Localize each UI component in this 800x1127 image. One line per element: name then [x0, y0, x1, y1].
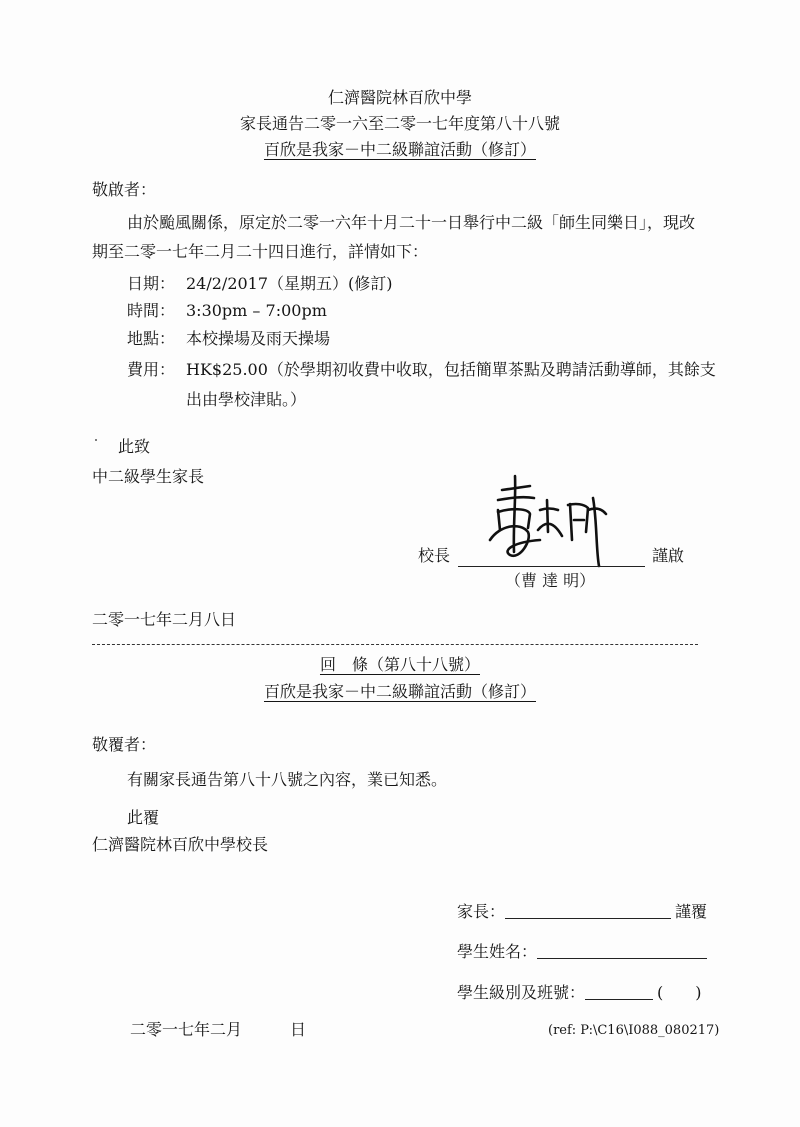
- tear-off-dashed-line: [92, 644, 698, 645]
- field-label: 家長：: [457, 902, 506, 921]
- letter-date: 二零一七年二月八日: [92, 610, 237, 629]
- letter-signoff: 謹啟: [652, 546, 685, 565]
- school-name: 仁濟醫院林百欣中學: [327, 88, 472, 107]
- detail-value: HK$25.00（於學期初收費中收取，包括簡單茶點及聘請活動導師，其餘支: [186, 360, 716, 379]
- detail-label: 時間：: [127, 301, 176, 320]
- detail-label: 費用：: [127, 360, 176, 379]
- letter-paragraph-line-1: 由於颱風關係，原定於二零一六年十月二十一日舉行中二級「師生同樂日」，現改: [127, 213, 696, 232]
- letter-closing: 此致: [118, 437, 151, 456]
- signature-stroke: [570, 504, 572, 540]
- signatory-title: 校長: [418, 546, 451, 565]
- principal-signature: [480, 470, 610, 570]
- signature-line: [458, 566, 645, 567]
- document-reference: (ref: P:\C16\I088_080217): [548, 1023, 720, 1038]
- detail-value: 3:30pm – 7:00pm: [186, 301, 327, 320]
- field-blank-line: [585, 985, 653, 1000]
- reply-salutation: 敬覆者：: [92, 735, 157, 754]
- field-blank-line: [505, 904, 671, 919]
- signature-stroke: [538, 524, 562, 536]
- detail-fee-continuation: 出由學校津貼。）: [186, 390, 307, 409]
- reply-recipient: 仁濟醫院林百欣中學校長: [92, 835, 269, 854]
- signature-stroke: [547, 500, 548, 532]
- reply-closing: 此覆: [127, 808, 160, 827]
- detail-label: 日期：: [127, 274, 176, 293]
- signature-stroke: [588, 509, 606, 514]
- letter-salutation: 敬啟者：: [92, 180, 157, 199]
- reply-slip-heading: 回 條（第八十八號）: [319, 655, 480, 674]
- reply-date: 二零一七年二月 日: [130, 1020, 307, 1039]
- field-suffix: ( ): [657, 983, 702, 1002]
- reply-body: 有關家長通告第八十八號之內容，業已知悉。: [127, 770, 448, 789]
- signatory-name: （曹 達 明）: [505, 571, 596, 590]
- detail-row-fee: [127, 360, 716, 380]
- field-label: 學生姓名：: [457, 942, 538, 961]
- field-suffix: 謹覆: [675, 902, 708, 921]
- letter-recipient: 中二級學生家長: [92, 467, 205, 486]
- detail-label: 地點：: [127, 329, 176, 348]
- letter-paragraph-line-2: 期至二零一七年二月二十四日進行，詳情如下：: [92, 242, 429, 261]
- scan-speck: [95, 439, 97, 441]
- detail-row-date: [127, 274, 393, 294]
- parent-signature-field: [457, 902, 707, 922]
- notice-number: 家長通告二零一六至二零一七年度第八十八號: [239, 114, 560, 133]
- detail-value: 本校操場及雨天操場: [186, 329, 331, 348]
- notice-title: 百欣是我家－中二級聯誼活動（修訂）: [263, 140, 536, 159]
- signature-stroke: [540, 509, 558, 511]
- student-name-field: [457, 942, 707, 962]
- field-label: 學生級別及班號：: [457, 983, 586, 1002]
- reply-slip-title: 百欣是我家－中二級聯誼活動（修訂）: [263, 682, 536, 701]
- detail-row-venue: [127, 329, 330, 349]
- student-class-field: [457, 983, 702, 1003]
- field-blank-line: [537, 944, 707, 959]
- detail-row-time: [127, 301, 327, 321]
- detail-value: 24/2/2017（星期五）(修訂): [186, 274, 393, 293]
